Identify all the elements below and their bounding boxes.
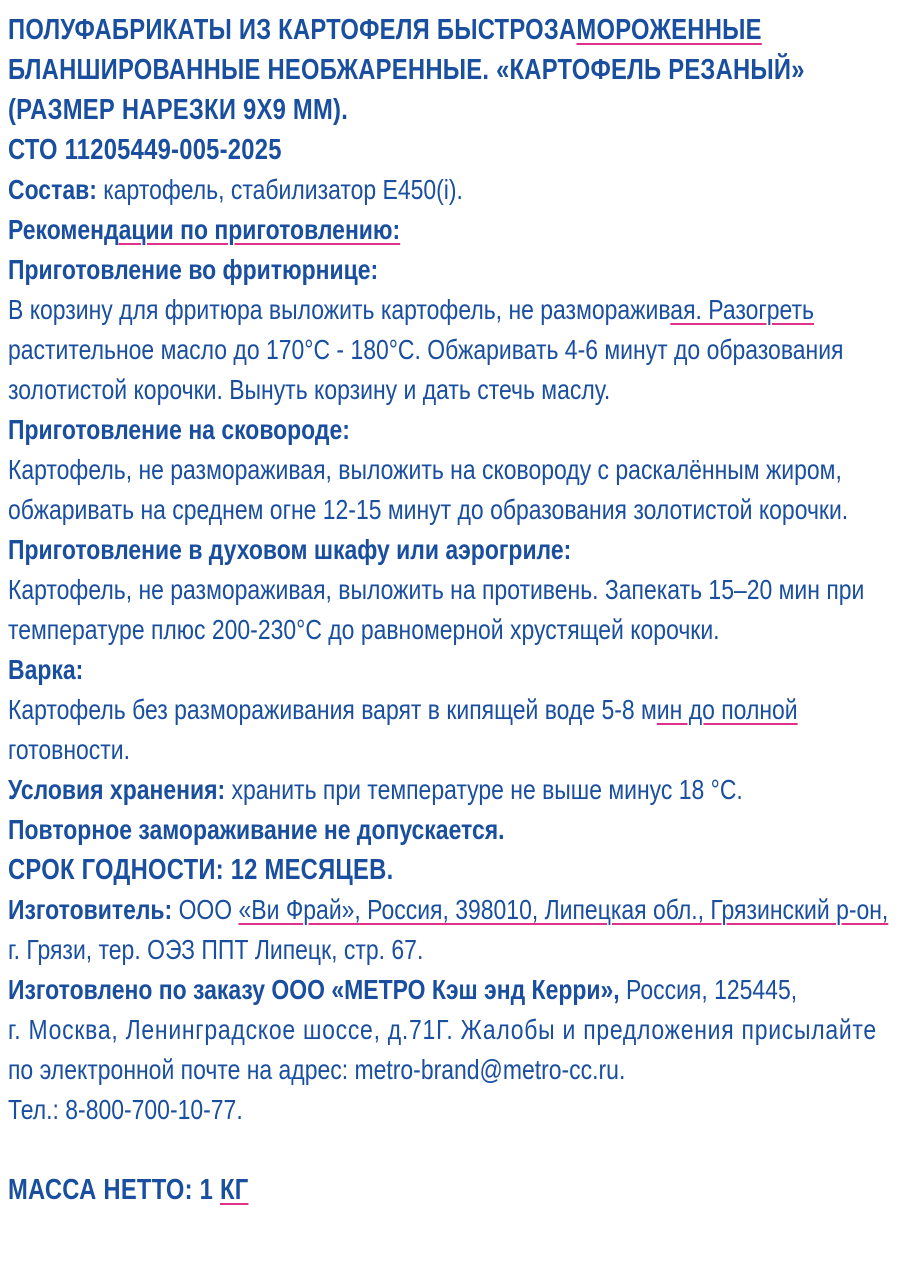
recommendations-underlined-text: ации по приготовлению: xyxy=(118,214,401,245)
recommendations-text: Рекоменд xyxy=(8,214,119,245)
boil-heading: Варка: xyxy=(8,654,84,685)
fryer-line-3: золотистой корочки. Вынуть корзину и дать стечь маслу. xyxy=(8,374,611,405)
fryer-line-2: растительное масло до 170°С - 180°С. Обжаривать 4-6 минут до образования xyxy=(8,334,844,365)
ordered-by-label: Изготовлено по заказу ООО «МЕТРО Кэш энд Керри», xyxy=(8,974,620,1005)
fryer-line-1 xyxy=(8,290,910,330)
manufacturer-underlined-text: «Ви Фрай», Россия, 398010, Липецкая обл., Грязинский р-он, xyxy=(238,894,889,925)
composition-text: картофель, стабилизатор Е450(i). xyxy=(96,174,463,205)
boil-line-2: готовности. xyxy=(8,734,131,765)
fryer-text: В корзину для фритюра выложить картофель, не разморажив xyxy=(8,294,671,325)
manufacturer-line-1 xyxy=(8,890,910,930)
oven-heading: Приготовление в духовом шкафу или аэрогриле: xyxy=(8,534,572,565)
title-underlined-text: МОРОЖЕННЫЕ xyxy=(576,14,762,46)
refreeze-warning: Повторное замораживание не допускается. xyxy=(8,814,505,845)
oven-line-1: Картофель, не размораживая, выложить на противень. Запекать 15–20 мин при xyxy=(8,574,865,605)
ordered-by-line-1 xyxy=(8,970,910,1010)
storage-text: хранить при температуре не выше минус 18 °С. xyxy=(225,774,743,805)
manufacturer-text: ООО xyxy=(172,894,239,925)
fryer-heading: Приготовление во фритюрнице: xyxy=(8,254,379,285)
composition xyxy=(8,170,910,210)
net-weight-text: МАССА НЕТТО: 1 xyxy=(8,1174,220,1206)
boil-line-1 xyxy=(8,690,910,730)
fryer-underlined-text: ая. Разогреть xyxy=(670,294,814,325)
product-title-line-1 xyxy=(8,10,910,50)
net-weight xyxy=(8,1170,910,1210)
manufacturer-line-2: г. Грязи, тер. ОЭЗ ППТ Липецк, стр. 67. xyxy=(8,934,424,965)
phone-line: Тел.: 8-800-700-10-77. xyxy=(8,1094,243,1125)
pan-line-2: обжаривать на среднем огне 12-15 минут до образования золотистой корочки. xyxy=(8,494,849,525)
oven-line-2: температуре плюс 200-230°С до равномерной хрустящей корочки. xyxy=(8,614,720,645)
boil-underlined-text: ин до полной xyxy=(656,694,798,725)
spacer xyxy=(8,1130,910,1170)
boil-text: Картофель без размораживания варят в кипящей воде 5-8 м xyxy=(8,694,657,725)
net-weight-unit: КГ xyxy=(219,1174,249,1206)
ordered-by-text: Россия, 125445, xyxy=(619,974,798,1005)
cooking-recommendations-heading xyxy=(8,210,910,250)
pan-line-1: Картофель, не размораживая, выложить на сковороду с раскалённым жиром, xyxy=(8,454,842,485)
product-title-line-2: БЛАНШИРОВАННЫЕ НЕОБЖАРЕННЫЕ. «КАРТОФЕЛЬ РЕЗАНЫЙ» xyxy=(8,54,805,86)
manufacturer-label: Изготовитель: xyxy=(8,894,173,925)
label-text-block xyxy=(8,10,910,1210)
ordered-by-line-3: по электронной почте на адрес: metro-brand@metro-cc.ru. xyxy=(8,1054,626,1085)
product-title-line-3: (РАЗМЕР НАРЕЗКИ 9Х9 ММ). xyxy=(8,94,349,126)
storage-label: Условия хранения: xyxy=(8,774,226,805)
pan-heading: Приготовление на сковороде: xyxy=(8,414,350,445)
ordered-by-line-2: г. Москва, Ленинградское шоссе, д.71Г. Жалобы и предложения присылайте xyxy=(8,1014,877,1045)
storage-conditions xyxy=(8,770,910,810)
title-text: ПОЛУФАБРИКАТЫ ИЗ КАРТОФЕЛЯ БЫСТРОЗА xyxy=(8,14,577,46)
composition-label: Состав: xyxy=(8,174,97,205)
standard-number: СТО 11205449-005-2025 xyxy=(8,134,282,166)
shelf-life: СРОК ГОДНОСТИ: 12 МЕСЯЦЕВ. xyxy=(8,854,394,886)
